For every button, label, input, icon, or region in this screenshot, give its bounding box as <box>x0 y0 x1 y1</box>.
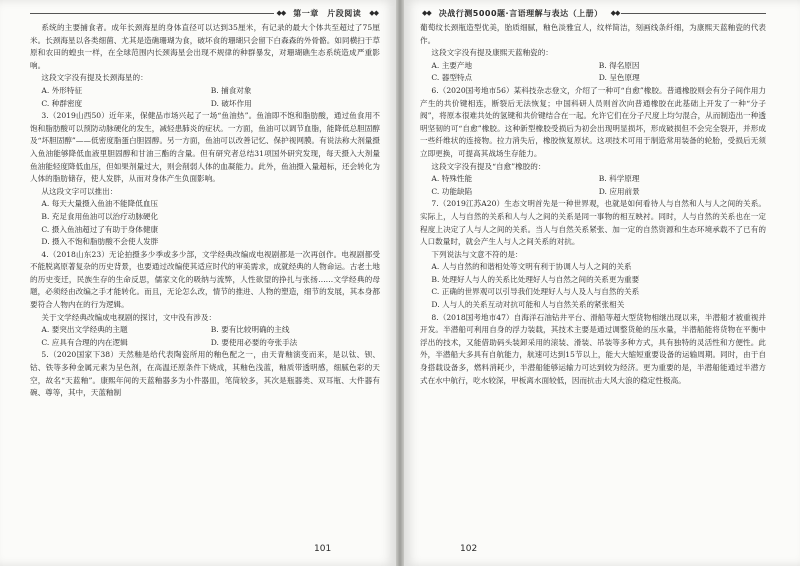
left-page <box>0 0 396 566</box>
answer-option: A. 要突出文学经典的主题 <box>41 325 128 335</box>
answer-option: C. 种群密度 <box>41 98 83 108</box>
question-stem: 从这段文字可以推出： <box>41 186 118 196</box>
answer-option: B. 充足食用鱼油可以治疗动脉硬化 <box>41 211 159 221</box>
answer-option: C. 应具有合理的内在逻辑 <box>41 337 128 347</box>
chapter-title: 第一章 片段阅读 <box>293 8 362 18</box>
answer-option: A. 每天大量摄入鱼油不能降低血压 <box>41 199 159 209</box>
left-page-header <box>30 6 380 20</box>
question-stem: 这段文字没有提及长颈海星的： <box>41 73 148 83</box>
answer-option: B. 捕食对象 <box>210 85 252 95</box>
page-number-right: 102 <box>460 544 478 554</box>
question-stem: 关于文学经典改编成电视剧的探讨，文中没有涉及： <box>41 312 217 322</box>
header-ornament-icon: ◆◆ <box>422 9 431 17</box>
paragraph: 7.（2019江苏A20）生态文明首先是一种世界观，也就是如何看待人与自然和人与人之间的关系。实际上，人与自然的关系和人与人之间的关系是同一事物的相互映衬。同时，人与自然的关系也在一定程度上决定了人与人之间的关系。当人与自然关系紧张、加一定的自然资源和生态环境承载不了已有的人口数量时，就会产生人与人之间关系的对抗。 <box>420 199 766 247</box>
header-ornament-icon: ◆◆ <box>276 9 286 17</box>
answer-option: B. 要有比较明确的主线 <box>210 325 290 335</box>
paragraph: 5.（2020国家下38）天然釉是给代表陶瓷所用的釉色配之一，由天青釉演变而来，是以钛、钡、钴、铁等多种金属元素为呈色剂，在高温还原条件下烧成，其釉色浅蓝，釉质带透明感，细腻色彩的天空，故名“天蓝釉”。康熙年间的天蓝釉器多为小件器皿，笔筒较多，其次是瓶器类、双耳瓶、大件器有碗、尊等，其中，天蓝釉制 <box>30 350 380 398</box>
answer-option: A. 主要产地 <box>431 60 473 70</box>
answer-option: D. 呈色原理 <box>598 73 640 83</box>
answer-option: B. 处理好人与人的关系比处理好人与自然之间的关系更为重要 <box>431 274 640 284</box>
answer-option: D. 应用前景 <box>598 186 640 196</box>
paragraph: 8.（2018国考地市47）自海洋石油钻井平台、滑船等超大型货物相继出现以来，半潜船才被重视并开发。半潜船可利用自身的浮力装载，其技术主要是通过调整货舱的压水量，半潜船能将货物在平衡中浮出的技术，又能借助码头装卸采用的滚装、滑装、吊装等多种方式，具有独特的灵活性和方便性。此外，半潜船大多具有自航能力，航速可达到15节以上，能大大缩短重要设备的运输周期。同时，由于自身搭载设备多，燃料消耗少，半潜船能够运输力可达到较为经济。更为重要的是，半潜船能通过半潜方式在水中航行，吃水较深，甲板离水面较低，因而抗击大风大浪的稳定性极高。 <box>420 312 766 385</box>
paragraph: 6.（2020国考地市56）某科技杂志登文，介绍了一种可“自愈”橡胶。普通橡胶则会有分子间作用力产生的共价键相连，断裂后无法恢复；中国科研人员则首次向普通橡胶在此基础上开发了一种“分子阀”，将原本很难共处的氢键和共价键结合在一起。允许它们在分子尺度上均匀混合，从而制造出一种透明坚韧的可“自愈”橡胶。这种新型橡胶受损后为初会出现明显损坏，形成破损但不会完全裂开，并形成一些纤维状的连接物。拉力消失后，橡胶恢复原状。这项技术可用于制造常用装备的轮胎，受损后无须立即更换，可提高其战场生存能力。 <box>420 85 766 158</box>
paragraph: 葡萄纹长颈瓶造型优美，胎质细腻，釉色淡雅宜人，纹样简洁，刻画线条纤细，为康熙天蓝釉瓷的代表作。 <box>420 23 766 45</box>
header-ornament-icon: ◆◆ <box>369 9 378 17</box>
answer-options <box>420 60 766 85</box>
answer-option: B. 得名原因 <box>598 60 640 70</box>
left-page-content <box>30 22 380 400</box>
book-title: 决战行测5000题·言语理解与表达（上册） <box>438 8 603 18</box>
answer-option: D. 人与人的关系互动对抗可能和人与自然关系的紧张相关 <box>431 300 625 310</box>
answer-option: C. 功能缺陷 <box>431 186 473 196</box>
answer-option: D. 破坏作用 <box>210 98 252 108</box>
page-number-left: 101 <box>314 544 332 554</box>
paragraph: 系统的主要捕食者。成年长颈海星的身体直径可以达到35厘米，有记录的最大个体共至超过了75厘米。长颈海星以各类细菌、尤其是造礁珊瑚为食，破坏食的珊瑚只会留下白森森的外骨骼。如同横扫于草原和农田的蝗虫一样，在全球范围内长颈海星会出现不规律的种群暴发，对珊瑚礁生态系统造成严重影响。 <box>30 23 380 70</box>
answer-options <box>420 261 766 311</box>
header-ornament-icon: ◆◆ <box>610 9 620 17</box>
answer-options <box>420 173 766 198</box>
question-stem: 这段文字没有提及“自愈”橡胶的： <box>431 161 546 171</box>
answer-option: A. 人与自然的和谐相处等文明有利于协调人与人之间的关系 <box>431 262 632 272</box>
answer-options <box>30 85 380 110</box>
paragraph: 4.（2018山东23）无论拍摄多少季或多少部，文学经典改编成电视剧都是一次再创作。电视剧都受不能脱离原著复杂的历史背景，也要通过改编使其适应时代的审美需求，成就经典的人物命运。古老土地的历史变迁，民族生存的生命反思，儒家文化的吸纳与流弊，人性欲望的挣扎与张扬……文学经典的母题，必须经由改编之手才能转化。而且，无论怎么改，情节的推进、人物的塑造，细节的发展，其本身都要符合人物内在的行为逻辑。 <box>30 249 380 310</box>
answer-options <box>30 198 380 248</box>
answer-option: A. 特殊性能 <box>431 174 473 184</box>
answer-option: D. 摄入不饱和脂肪酸不会使人发胖 <box>41 237 159 247</box>
answer-option: B. 科学原理 <box>598 174 640 184</box>
header-rule <box>621 13 766 14</box>
answer-option: C. 正确的世界观可以引导我们处理好人与人及人与自然的关系 <box>431 287 640 297</box>
right-page <box>404 0 800 566</box>
question-stem: 下列说法与文意不符的是： <box>431 249 523 259</box>
right-page-content <box>420 22 766 387</box>
header-rule <box>30 13 274 14</box>
right-page-header <box>420 6 766 20</box>
answer-option: A. 外形特征 <box>41 85 83 95</box>
book-gutter <box>396 0 404 566</box>
paragraph: 3.（2019山西50）近年来，保健品市场兴起了一场“鱼油热”。鱼油即不饱和脂肪酸，通过鱼食用不饱和脂肪酸可以预防动脉硬化的发生，减轻患肺炎的症状。一方面，鱼油可以调节血脂，能降低总胆固醇及“坏胆固醇”——低密度脂蛋白胆固醇。另一方面，鱼油可以改善记忆、保护视网膜。有说法称大剂量摄入鱼油能够降低血液里胆固醇和甘油三酯的含量。但有研究者总结31项国外研究发现，每天摄入大剂量鱼油能轻度降低血压，但如果剂量过大，则会削弱人体的血凝能力。此外，鱼油摄入量超标，还会转化为人体的脂肪储存，使人发胖，从而对身体产生负面影响。 <box>30 111 380 184</box>
answer-options <box>30 324 380 349</box>
question-stem: 这段文字没有提及康熙天蓝釉瓷的： <box>431 48 553 58</box>
answer-option: C. 器型特点 <box>431 73 473 83</box>
answer-option: D. 要使用必要的夸张手法 <box>210 337 298 347</box>
answer-option: C. 摄入鱼油超过了有助于身体健康 <box>41 224 159 234</box>
